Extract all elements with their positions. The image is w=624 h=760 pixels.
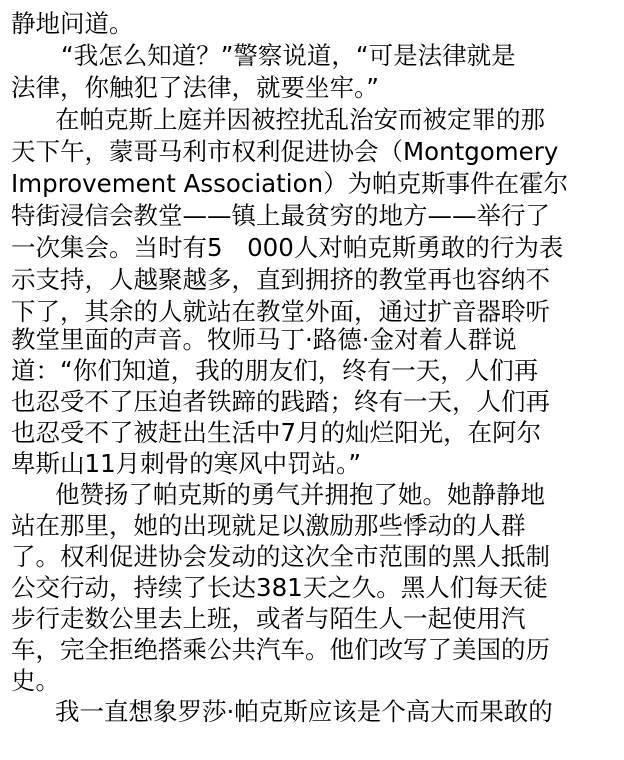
text-line: 站在那里，她的出现就足以激励那些悸动的人群 xyxy=(11,511,526,540)
text-line: 史。 xyxy=(11,666,60,695)
text-line: 也忍受不了被赶出生活中7月的灿烂阳光，在阿尔 xyxy=(11,418,542,447)
text-line: 示支持，人越聚越多，直到拥挤的教堂再也容纳不 xyxy=(11,265,550,294)
text-line: 静地问道。 xyxy=(11,9,134,38)
text-line: 下了，其余的人就站在教堂外面，通过扩音器聆听 xyxy=(11,297,550,326)
text-line: 车，完全拒绝搭乘公共汽车。他们改写了美国的历 xyxy=(11,635,550,664)
text-line: Improvement Association）为帕克斯事件在霍尔 xyxy=(11,169,569,198)
text-line: 步行走数公里去上班，或者与陌生人一起使用汽 xyxy=(11,604,526,633)
text-line: 公交行动，持续了长达381天之久。黑人们每天徒 xyxy=(11,573,548,602)
text-line: 一次集会。当时有5 000人对帕克斯勇敢的行为表 xyxy=(11,233,564,262)
text-line: 法律，你触犯了法律，就要坐牢。” xyxy=(11,73,379,102)
text-line: 了。权利促进协会发动的这次全市范围的黑人抵制 xyxy=(11,542,550,571)
text-line: 天下午，蒙哥马利市权利促进协会（Montgomery xyxy=(11,137,559,166)
text-line: 卑斯山11月刺骨的寒风中罚站。” xyxy=(11,449,362,478)
text-line: “我怎么知道？”警察说道，“可是法律就是 xyxy=(61,41,516,70)
text-line: 道：“你们知道，我的朋友们，终有一天，人们再 xyxy=(11,356,539,385)
text-line: 也忍受不了压迫者铁蹄的践踏；终有一天，人们再 xyxy=(11,387,550,416)
text-line: 他赞扬了帕克斯的勇气并拥抱了她。她静静地 xyxy=(55,480,545,509)
text-line: 特街浸信会教堂——镇上最贫穷的地方——举行了 xyxy=(11,201,550,230)
text-line: 我一直想象罗莎·帕克斯应该是个高大而果敢的 xyxy=(55,697,553,726)
text-line: 在帕克斯上庭并因被控扰乱治安而被定罪的那 xyxy=(55,105,545,134)
text-line: 教堂里面的声音。牧师马丁·路德·金对着人群说 xyxy=(11,325,517,354)
